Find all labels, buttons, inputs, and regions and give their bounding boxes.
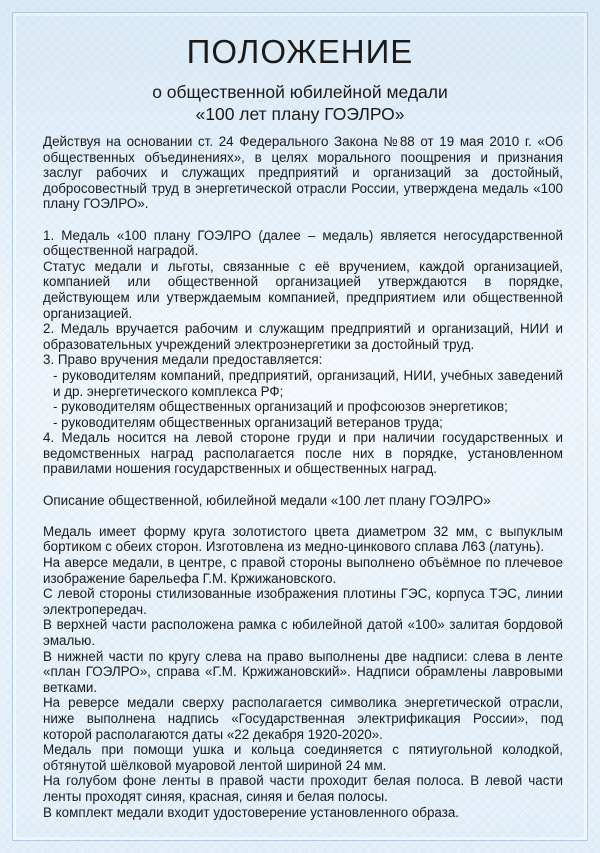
clause-4: 4. Медаль носится на левой стороне груди и при наличии государственных и ведомственных наград располагается после них в порядке, установленном правилами ношения государственных и общественных наград. [43,430,563,477]
spacer [43,508,563,524]
document-subtitle [0,81,600,125]
description-paragraph: На голубом фоне ленты в правой части проходит белая полоса. В левой части ленты проходят синяя, красная, синяя и белая полосы. [43,773,563,804]
document-body [43,134,563,820]
subtitle-line-1: о общественной юбилейной медали [152,82,448,102]
description-paragraph: На аверсе медали, в центре, с правой стороны выполнено объёмное по плечевое изображение барельефа Г.М. Кржижановского. [43,555,563,586]
clause-3-item: - руководителям компаний, предприятий, организаций, НИИ, учебных заведений и др. энергетического комплекса РФ; [53,367,563,399]
clause-1-status: Статус медали и льготы, связанные с её вручением, каждой организацией, компанией или общественной организацией утверждаются в порядке, действующем или утверждаемым компанией, предприятием или общественной организацией. [43,258,563,321]
clause-3-item: - руководителям общественных организаций и профсоюзов энергетиков; [53,399,508,415]
clause-2: 2. Медаль вручается рабочим и служащим предприятий и организаций, НИИ и образовательных учреждений электроэнергетики за достойный труд. [43,321,563,352]
clause-3-item: - руководителям общественных организаций ветеранов труда; [53,414,443,430]
subtitle-line-2: «100 лет плану ГОЭЛРО» [195,104,405,124]
description-paragraph: Медаль при помощи ушка и кольца соединяется с пятиугольной колодкой, обтянутой шёлковой муаровой лентой шириной 24 мм. [43,742,563,773]
clause-3: 3. Право вручения медали предоставляется: [43,352,323,368]
intro-paragraph: Действуя на основании ст. 24 Федерального Закона №88 от 19 мая 2010 г. «Об общественных объединениях», в целях морального поощрения и признания заслуг рабочих и служащих предприятий и организаций за достойный, добросовестный труд в энергетической отрасли России, утверждена медаль «100 плану ГОЭЛРО». [43,134,563,212]
description-paragraph: С левой стороны стилизованные изображения плотины ГЭС, корпуса ТЭС, линии электропередач. [43,586,563,617]
description-paragraph: В нижней части по кругу слева на право выполнены две надписи: слева в ленте «план ГОЭЛРО», справа «Г.М. Кржижановский». Надписи обрамлены лавровыми ветками. [43,648,563,695]
spacer [43,212,563,228]
description-paragraph: На реверсе медали сверху располагается символика энергетической отрасли, ниже выполнена надпись «Государственная электрификация России», под которой располагаются даты «22 декабря 1920-2020». [43,695,563,742]
description-heading: Описание общественной, юбилейной медали «100 лет плану ГОЭЛРО» [43,492,491,508]
clause-1: 1. Медаль «100 плану ГОЭЛРО (далее – медаль) является негосударственной общественной наградой. [43,227,563,259]
description-paragraph: В комплект медали входит удостоверение установленного образа. [43,804,460,820]
document-title: ПОЛОЖЕНИЕ [186,33,414,70]
spacer [43,477,563,493]
description-paragraph: В верхней части расположена рамка с юбилейной датой «100» залитая бордовой эмалью. [43,617,563,648]
description-paragraph: Медаль имеет форму круга золотистого цвета диаметром 32 мм, с выпуклым бортиком с обеих сторон. Изготовлена из медно-цинкового сплава Л63 (латунь). [43,523,563,555]
